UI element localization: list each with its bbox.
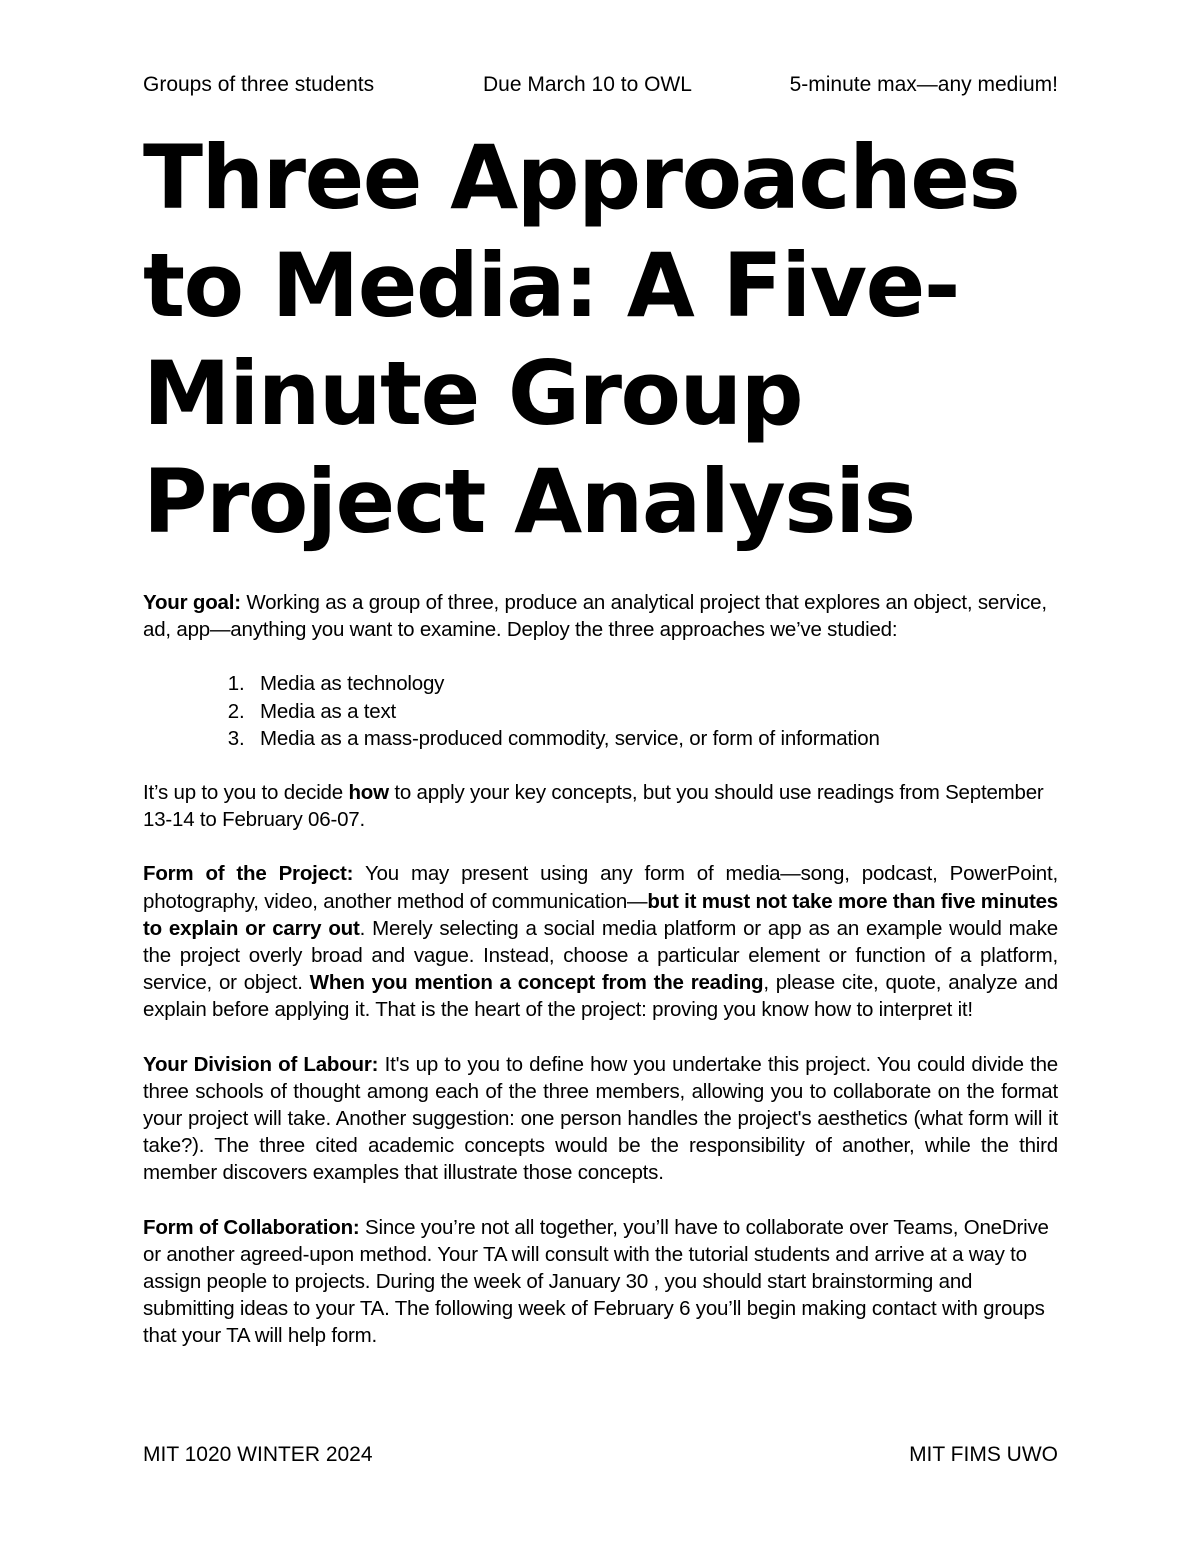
header-group-size: Groups of three students [143, 73, 375, 96]
form-label: Form of the Project: [143, 862, 354, 886]
page-title: Three Approaches to Media: A Five-Minute Group Project Analysis [143, 126, 1020, 553]
form-bold-2: When you mention a concept from the reading [309, 971, 764, 995]
goal-text: Working as a group of three, produce an analytical project that explores an object, service, ad, app—anything you want to examine. Deploy the three approaches we’ve studied: [143, 591, 1047, 642]
list-item: 1. Media as technology [250, 670, 1058, 697]
decide-post: to apply your key concepts, but you should use readings from September 13-14 to February 06-07. [143, 781, 1044, 832]
form-text-3: , please cite, quote, analyze and explain before applying it. That is the heart of the project: proving you know how to interpret it! [143, 971, 1058, 1022]
list-item: 3. Media as a mass-produced commodity, service, or form of information [250, 725, 1058, 752]
header-time-limit: 5-minute max—any medium! [789, 73, 1058, 96]
document-page [143, 0, 1058, 1553]
goal-label: Your goal: [143, 591, 241, 614]
header-due-date: Due March 10 to OWL [483, 73, 692, 96]
decide-bold: how [348, 781, 389, 805]
footer-course: MIT 1020 WINTER 2024 [143, 1443, 373, 1466]
form-text-2: . Merely selecting a social media platform or app as an example would make the project overly broad and vague. Instead, choose a particular element or function of a platform, service, or object. [143, 916, 1058, 995]
collaboration-label: Form of Collaboration: [143, 1215, 360, 1239]
decide-paragraph [143, 779, 1058, 833]
decide-pre: It’s up to you to decide [143, 781, 349, 805]
division-paragraph [143, 1051, 1058, 1187]
list-item: 2. Media as a text [250, 698, 1058, 725]
approaches-list [143, 670, 1058, 752]
form-paragraph [143, 860, 1058, 1023]
goal-paragraph [143, 589, 1058, 643]
collaboration-paragraph [143, 1214, 1058, 1350]
header-row [143, 71, 1058, 99]
form-text-1: You may present using any form of media—song, podcast, PowerPoint, photography, video, another method of communication— [143, 862, 1058, 913]
footer-row [143, 1441, 1058, 1469]
division-label: Your Division of Labour: [143, 1052, 379, 1076]
form-bold-1: but it must not take more than five minutes to explain or carry out [143, 889, 1058, 940]
assignment-body [143, 589, 1058, 1377]
collaboration-text: Since you’re not all together, you’ll have to collaborate over Teams, OneDrive or another agreed-upon method. Your TA will consult with the tutorial students and arrive at a way to assign people to projects. During the week of January 30 , you should start brainstorming and submitting ideas to your TA. The following week of February 6 you’ll begin making contact with groups that your TA will help form. [143, 1215, 1049, 1348]
footer-department: MIT FIMS UWO [909, 1443, 1058, 1466]
division-text: It's up to you to define how you undertake this project. You could divide the three schools of thought among each of the three members, allowing you to collaborate on the format your project will take. Another suggestion: one person handles the project's aesthetics (what form will it take?). The three cited academic concepts would be the responsibility of another, while the third member discovers examples that illustrate those concepts. [143, 1052, 1059, 1185]
